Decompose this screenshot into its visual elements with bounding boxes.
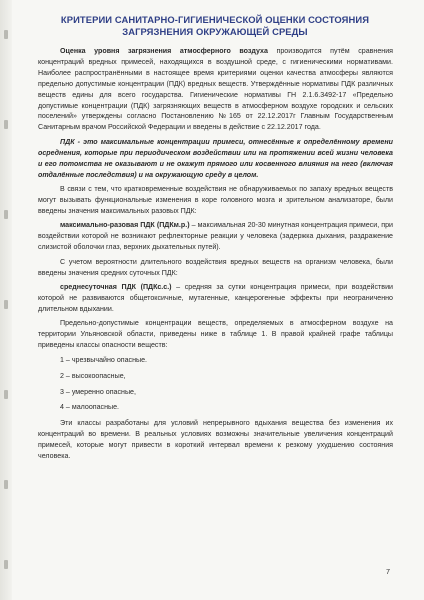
list-item: 2 – высокоопасные,: [60, 371, 126, 380]
daily-pdk-term: среднесуточная ПДК (ПДКс.с.): [60, 283, 172, 292]
binding-edge: [0, 0, 12, 600]
paragraph-conclusion: Эти классы разработаны для условий непрерывного вдыхания вещества без изменения их концентраций во времени. В реальных условиях возможны значительные увеличения концентраций примесей, которые могут привести в короткий интервал времени к резкому ухудшению состояния человека.: [38, 419, 393, 461]
paragraph-long-exposure: С учетом вероятности длительного воздействия вредных веществ на организм человека, были введены значения средних суточных ПДК:: [38, 257, 393, 277]
max-single-pdk-term: максимально-разовая ПДК (ПДКм.р.): [60, 221, 190, 230]
max-single-pdk-text: – максимальная 20-30 минутная концентрация примеси, при воздействии которой не возникают рефлекторные реакции у человека (задержка дыхания, раздражение слизистой оболочки глаз, верхних дыхательных путей).: [38, 221, 393, 252]
title-line-2: ЗАГРЯЗНЕНИЯ ОКРУЖАЮЩЕЙ СРЕДЫ: [122, 26, 308, 37]
binding-hole: [4, 210, 8, 219]
binding-hole: [4, 480, 8, 489]
title-line-1: КРИТЕРИИ САНИТАРНО-ГИГИЕНИЧЕСКОЙ ОЦЕНКИ СОСТОЯНИЯ: [60, 14, 370, 25]
binding-hole: [4, 300, 8, 309]
binding-hole: [4, 120, 8, 129]
paragraph-pdk-definition: ПДК - это максимальные концентрации примеси, отнесённые к определённому времени осреднения, которые при периодическом воздействии или на протяжении всей жизни человека и его потомства не оказывают и не окажут прямого или косвенного влияния на него (включая отдалённые последствия) и на окружающую среду в целом.: [38, 137, 393, 179]
intro-text: производится путём сравнения концентраций вредных примесей, находящихся в воздушной среде, с гигиеническими нормативами. Наиболее распространёнными в настоящее время критериями оценки качества атмосферы являются предельно допустимые концентрации (ПДК) вредных веществ. Утверждённые нормативы ПДК различных веществ едины для всего государства. Гигиенические нормативы ГН 2.1.6.3492-17 «Предельно допустимые концентрации (ПДК) загрязняющих веществ в атмосферном воздухе городских и сельских поселений» утверждены согласно Постановлению №165 от 22.12.2017г Главным Государственным Санитарным врачом Российской Федерации и введены в действие с 22.12.2017 года.: [38, 47, 393, 132]
paragraph-intro: [38, 46, 393, 133]
binding-hole: [4, 30, 8, 39]
paragraph-short-exposure: В связи с тем, что кратковременные воздействия не обнаруживаемых по запаху вредных веществ могут вызывать функциональные изменения в коре головного мозга и зрительном анализаторе, были введены значения максимальных разовых ПДК:: [38, 185, 393, 215]
binding-hole: [4, 560, 8, 569]
list-item: 3 – умеренно опасные,: [60, 387, 136, 396]
intro-lead: Оценка уровня загрязнения атмосферного воздуха: [60, 47, 268, 55]
daily-pdk-text: – средняя за сутки концентрация примеси, при воздействии которой не развиваются общетоксичные, мутагенные, канцерогенные эффекты при неограниченно длительном вдыхании.: [38, 283, 393, 313]
page-title: [40, 14, 390, 38]
document-body: [38, 46, 393, 466]
list-item: 4 – малоопасные.: [60, 403, 120, 412]
paragraph-table-reference: Предельно-допустимые концентрации веществ, определяемых в атмосферном воздухе на территории Ульяновской области, приведены ниже в таблице 1. В правой крайней графе таблицы приведены классы опасности веществ:: [38, 319, 393, 350]
paragraph-max-single-pdk: [38, 220, 393, 253]
hazard-class-list: [38, 355, 393, 414]
binding-hole: [4, 390, 8, 399]
paragraph-daily-pdk: [38, 282, 393, 315]
page-number: 7: [386, 567, 390, 576]
list-item: 1 – чрезвычайно опасные.: [60, 355, 148, 364]
